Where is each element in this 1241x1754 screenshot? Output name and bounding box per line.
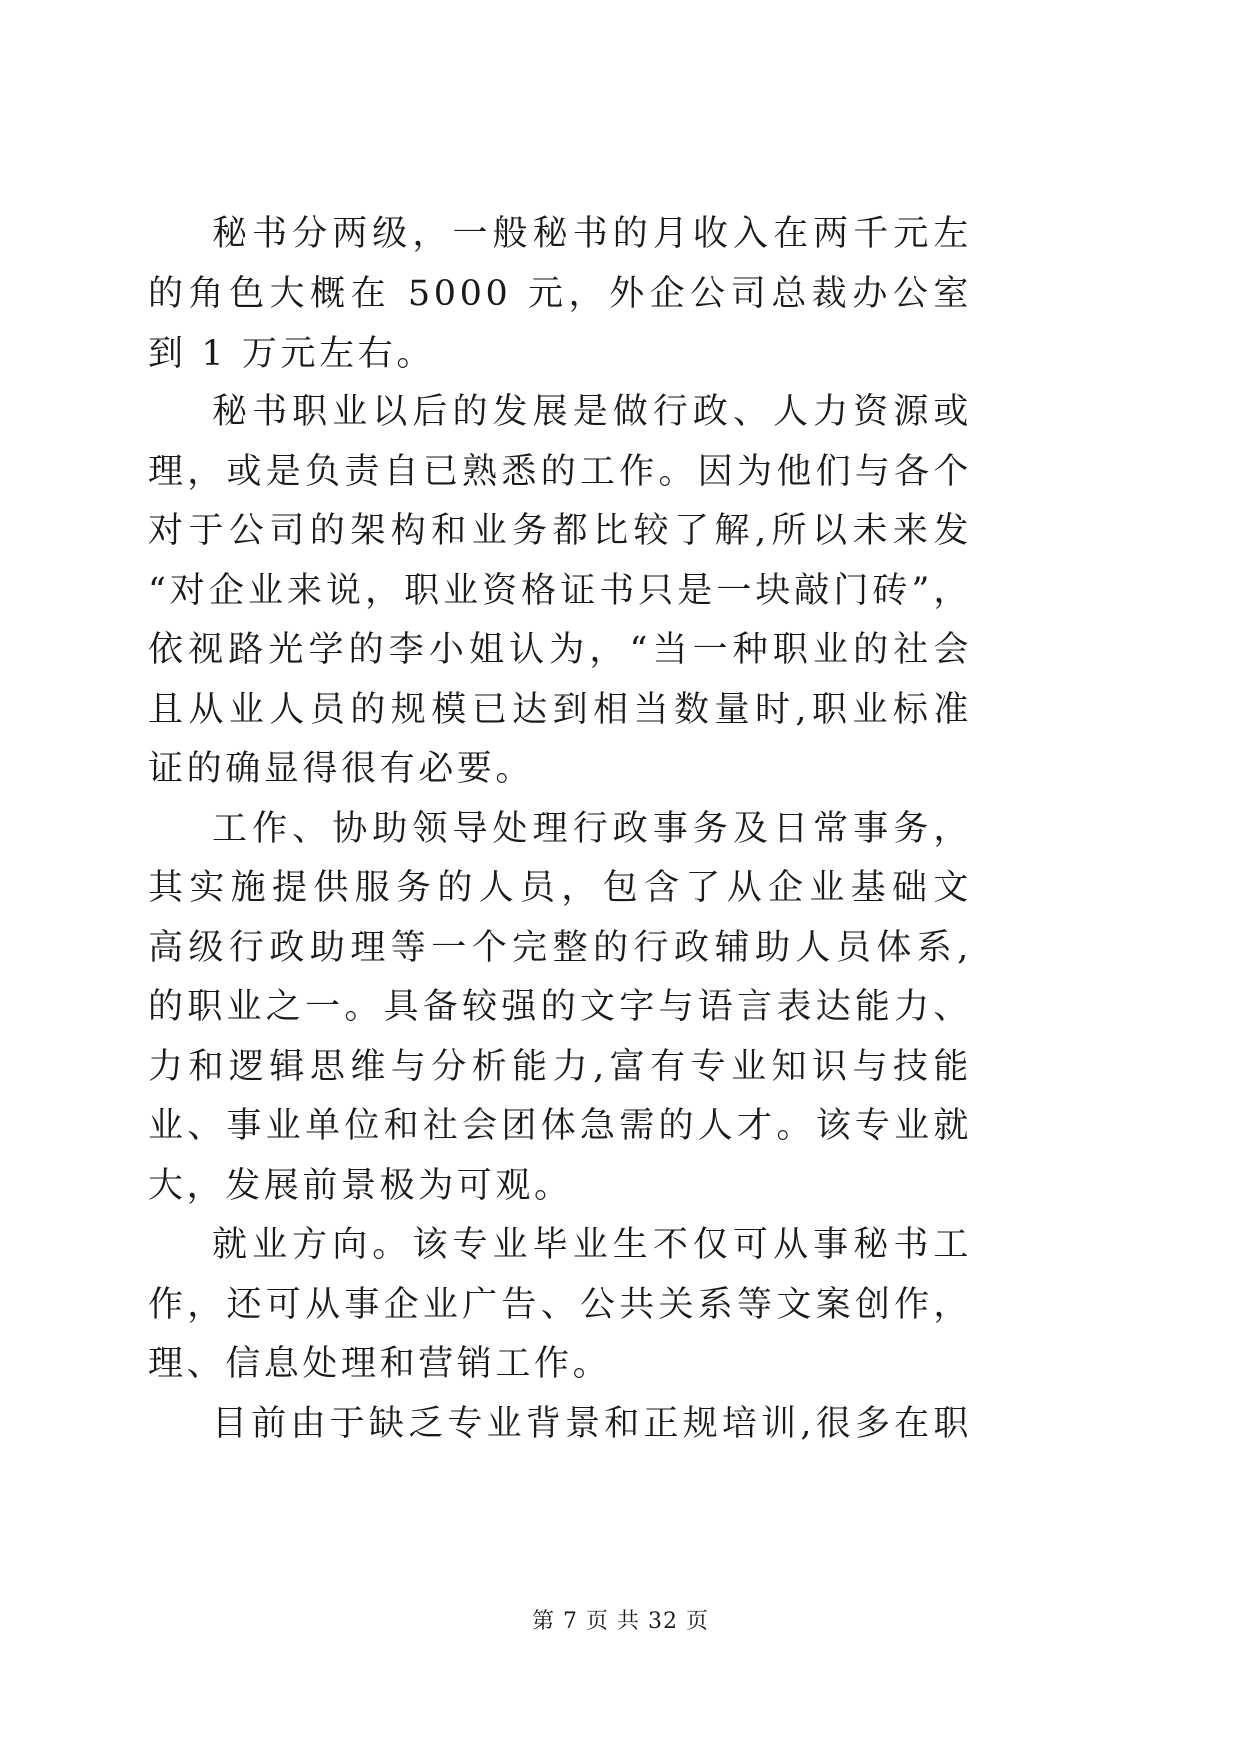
text-line: 依视路光学的李小姐认为，“当一种职业的社会 — [148, 630, 972, 670]
text-line: 工作、协助领导处理行政事务及日常事务， — [212, 809, 972, 849]
text-line: 作，还可从事企业广告、公共关系等文案创作， — [148, 1285, 972, 1325]
text-line: 且从业人员的规模已达到相当数量时,职业标准 — [148, 690, 972, 730]
text-line: 大，发展前景极为可观。 — [148, 1166, 573, 1206]
text-line: “对企业来说，职业资格证书只是一块敲门砖”， — [148, 571, 972, 611]
text-line: 理、信息处理和营销工作。 — [148, 1344, 612, 1384]
text-line: 其实施提供服务的人员，包含了从企业基础文 — [148, 868, 972, 908]
text-line: 秘书职业以后的发展是做行政、人力资源或 — [212, 392, 972, 432]
text-line: 业、事业单位和社会团体急需的人才。该专业就 — [148, 1106, 972, 1146]
text-line: 力和逻辑思维与分析能力,富有专业知识与技能 — [148, 1047, 972, 1087]
text-line: 就业方向。该专业毕业生不仅可从事秘书工 — [212, 1225, 972, 1265]
text-line: 理，或是负责自已熟悉的工作。因为他们与各个 — [148, 452, 972, 492]
text-line: 证的确显得很有必要。 — [148, 749, 535, 789]
text-line: 高级行政助理等一个完整的行政辅助人员体系, — [148, 928, 972, 968]
text-line: 到 1 万元左右。 — [148, 334, 435, 374]
text-line: 的职业之一。具备较强的文字与语言表达能力、 — [148, 987, 972, 1027]
text-line: 的角色大概在 5000 元，外企公司总裁办公室 — [148, 274, 972, 314]
text-line: 目前由于缺乏专业背景和正规培训,很多在职 — [212, 1404, 972, 1444]
text-line: 秘书分两级，一般秘书的月收入在两千元左 — [212, 214, 972, 254]
text-line: 对于公司的架构和业务都比较了解,所以未来发 — [148, 511, 972, 551]
page-number-footer: 第 7 页 共 32 页 — [532, 1609, 709, 1634]
